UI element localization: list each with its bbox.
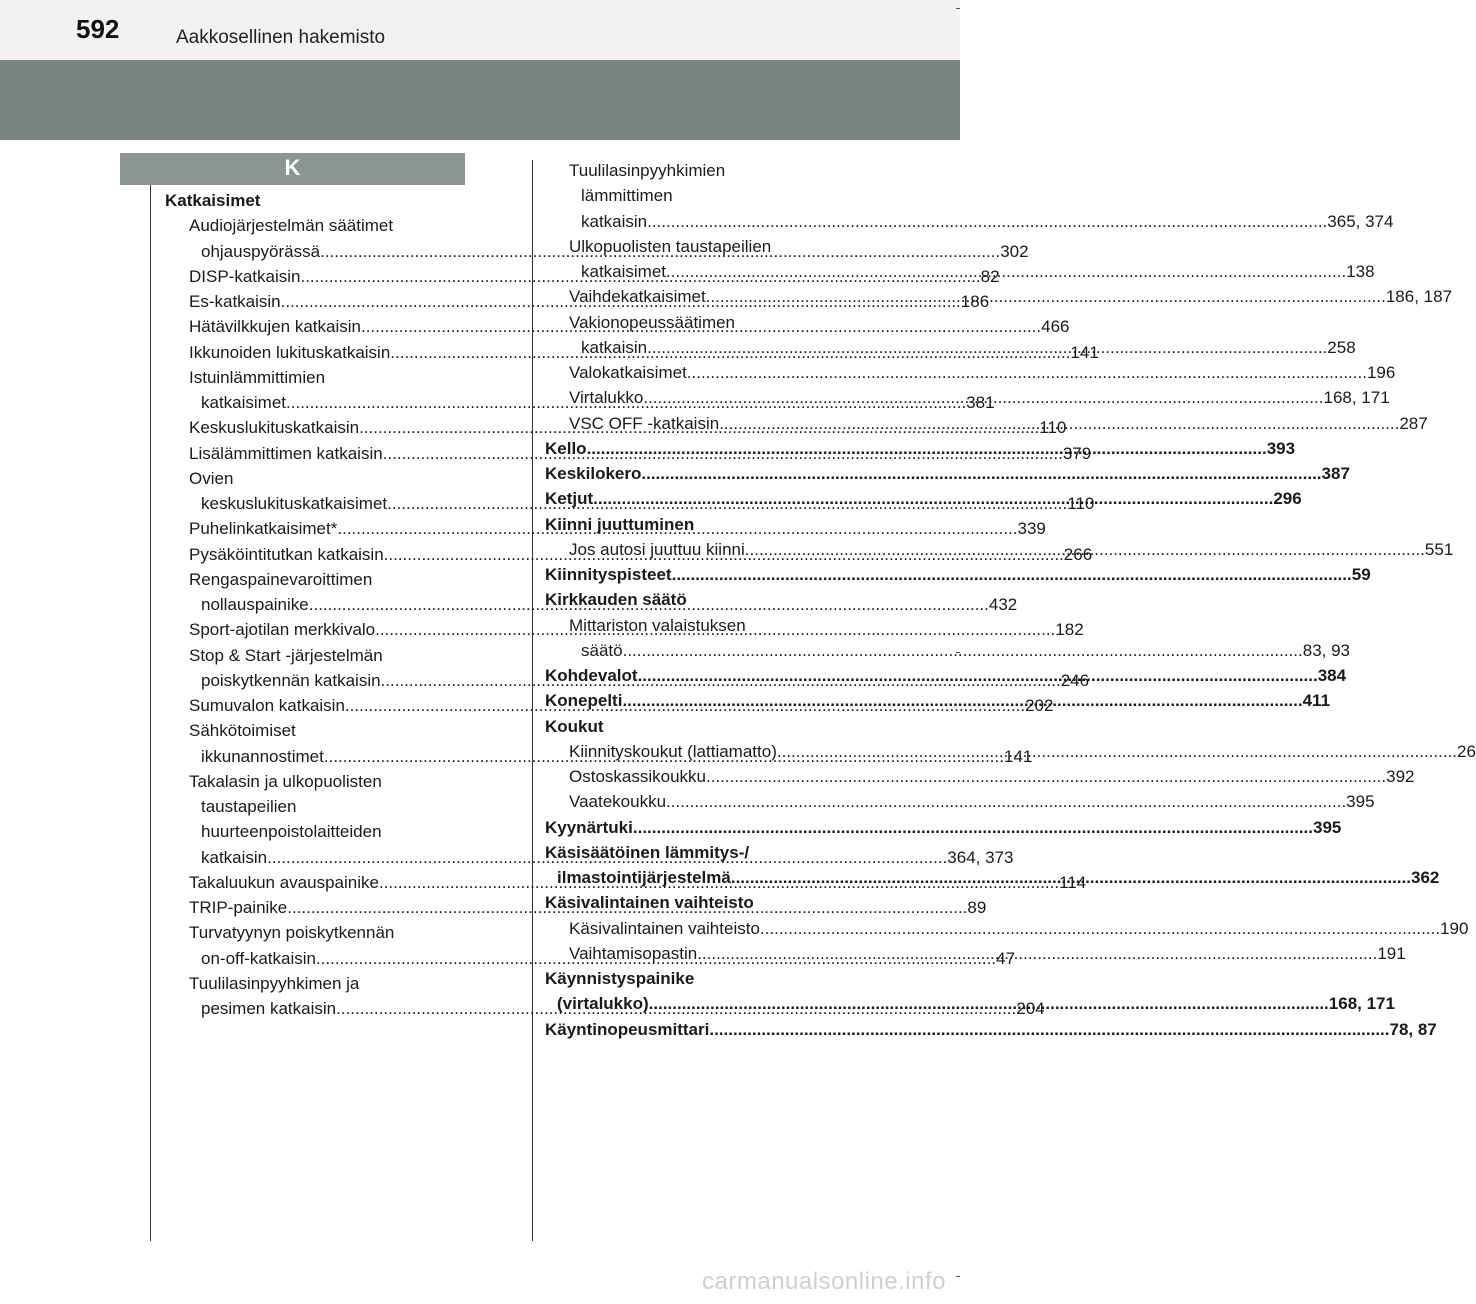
index-term: Mittariston valaistuksen	[569, 615, 746, 635]
index-entry-main	[545, 815, 1342, 840]
index-term: lämmittimen	[581, 186, 673, 206]
index-term: Turvatyynyn poiskytkennän	[189, 923, 395, 943]
dot-leader	[687, 360, 1367, 385]
index-entry-main	[545, 461, 1350, 486]
index-term: Ovien	[189, 468, 234, 488]
page-reference: 287	[1399, 413, 1428, 433]
page-reference: 466	[1041, 317, 1070, 337]
index-term: Puhelinkatkaisimet*	[189, 519, 338, 539]
index-term: Kyynärtuki	[545, 817, 633, 837]
index-term: Konepelti	[545, 691, 623, 711]
page-reference: 296	[1273, 489, 1302, 509]
index-term: Käynnistyspainike	[545, 969, 695, 988]
page-reference: 411	[1302, 691, 1331, 711]
index-term: Tuulilasinpyyhkimen ja	[189, 973, 360, 993]
page-reference: 202	[1025, 696, 1054, 715]
page-reference: 114	[1059, 872, 1087, 892]
index-term: Takaluukun avauspainike	[189, 872, 379, 892]
page-reference: 196	[1366, 363, 1396, 382]
index-term: DISP-katkaisin	[189, 266, 301, 286]
page-reference: 392	[1386, 767, 1415, 786]
dot-leader	[731, 865, 1411, 890]
index-term: Vakionopeussäätimen	[569, 312, 736, 332]
dot-leader	[666, 789, 1346, 814]
index-term: ohjauspyörässä	[201, 241, 321, 261]
index-term: Audiojärjestelmän säätimet	[189, 216, 394, 236]
index-term: Käsivalintainen vaihteisto	[569, 918, 760, 938]
dot-leader	[745, 537, 1425, 562]
margin-mark-top	[956, 8, 960, 9]
index-term: nollauspainike	[201, 595, 309, 614]
dot-leader	[709, 1017, 1389, 1042]
section-title: Aakkosellinen hakemisto	[176, 27, 386, 48]
index-entry-sub	[569, 613, 845, 638]
page-reference: 551	[1424, 539, 1454, 559]
dot-leader	[672, 562, 1352, 587]
page-reference: 432	[988, 595, 1018, 614]
dot-leader	[706, 284, 1386, 309]
page-reference: 302	[1000, 241, 1029, 261]
index-entry-sub	[581, 638, 1350, 663]
index-term: keskuslukituskatkaisimet	[201, 494, 388, 513]
index-entry-sub	[581, 209, 1394, 234]
page-reference: 110	[1067, 494, 1095, 513]
index-term: Koukut	[545, 716, 604, 736]
index-entry-sub	[189, 466, 463, 491]
index-term: Sport-ajotilan merkkivalo	[189, 620, 376, 640]
dot-leader	[623, 638, 1303, 663]
index-term: Kiinni juuttuminen	[545, 514, 695, 534]
page-reference: 246	[1060, 670, 1090, 690]
index-entry-main	[545, 512, 845, 537]
page-reference: 110	[1039, 418, 1067, 438]
index-term: Kello	[545, 438, 587, 458]
page-reference: 59	[1351, 565, 1371, 584]
index-term: katkaisimet	[201, 393, 287, 412]
dot-leader	[777, 739, 1457, 764]
index-term: Es-katkaisin	[189, 292, 281, 311]
index-term: Käyntinopeusmittari	[545, 1019, 710, 1039]
page-reference: 168, 171	[1323, 388, 1390, 408]
page-reference: 168, 171	[1328, 994, 1395, 1014]
index-term: Kiinnityspisteet	[545, 565, 672, 584]
index-term: Vaatekoukku	[569, 792, 667, 812]
index-term: Käsisäätöinen lämmitys-/	[545, 842, 750, 862]
index-term: Tuulilasinpyyhkimien	[569, 161, 726, 180]
index-term: Sumuvalon katkaisin	[189, 696, 345, 715]
page-reference: 182	[1055, 620, 1084, 640]
index-term: Kiinnityskoukut (lattiamatto)	[569, 741, 777, 761]
dot-leader	[622, 688, 1302, 713]
page-reference: 395	[1313, 817, 1342, 837]
page-reference: 395	[1346, 792, 1375, 812]
dot-leader	[593, 486, 1273, 511]
index-entry-main	[165, 188, 463, 213]
dot-leader	[697, 941, 1377, 966]
page-reference: 83, 93	[1302, 640, 1350, 660]
index-letter-heading: K	[120, 153, 465, 185]
index-entry-sub	[201, 794, 463, 819]
page-reference: 379	[1062, 443, 1092, 463]
index-entry-sub	[189, 340, 1099, 365]
index-entry-sub	[189, 567, 463, 592]
index-entry-sub	[189, 971, 463, 996]
dot-leader	[647, 209, 1327, 234]
index-term: ikkunannostimet	[201, 746, 324, 766]
page-reference: 186	[960, 292, 990, 311]
dot-leader	[643, 385, 1323, 410]
index-term: poiskytkennän katkaisin	[201, 670, 381, 690]
index-entry-sub	[189, 920, 463, 945]
index-entry-sub	[569, 360, 1396, 385]
index-term: Katkaisimet	[165, 191, 261, 210]
index-term: Virtalukko	[569, 388, 644, 408]
index-term: Lisälämmittimen katkaisin	[189, 443, 383, 463]
index-term: Valokatkaisimet	[569, 363, 687, 382]
index-entry-main	[545, 714, 845, 739]
index-term: Jos autosi juuttuu kiinni	[569, 539, 745, 559]
page-reference: 365, 374	[1327, 211, 1394, 231]
page-reference: 82	[980, 266, 1000, 286]
index-term: Pysäköintitutkan katkaisin	[189, 544, 384, 564]
index-term: Hätävilkkujen katkaisin	[189, 317, 361, 337]
index-entry-main	[545, 587, 845, 612]
index-entry-main	[545, 840, 845, 865]
left-column-rule	[150, 185, 151, 1241]
dot-leader	[706, 764, 1386, 789]
index-entry-sub	[581, 183, 845, 208]
index-term: Käsivalintainen vaihteisto	[545, 893, 754, 913]
margin-mark-bottom	[956, 1276, 960, 1277]
page-reference: 364, 373	[947, 847, 1014, 867]
index-entry-main	[545, 562, 1371, 587]
index-entry-sub	[189, 643, 463, 668]
index-term: katkaisin	[581, 337, 648, 357]
index-entry-sub	[569, 789, 1375, 814]
page-reference: 387	[1321, 464, 1350, 483]
page-reference: 47	[996, 948, 1016, 968]
index-term: Ulkopuolisten taustapeilien	[569, 236, 772, 256]
index-term: Ikkunoiden lukituskatkaisin	[189, 342, 391, 362]
index-term: säätö	[581, 640, 623, 660]
dot-leader	[638, 663, 1318, 688]
index-term: Ostoskassikoukku	[569, 767, 706, 786]
index-entry-sub	[569, 310, 845, 335]
page-reference: 190	[1440, 918, 1469, 938]
index-term: ilmastointijärjestelmä	[557, 868, 731, 887]
page-reference: 266	[1063, 544, 1093, 564]
index-term: TRIP-painike	[189, 898, 288, 917]
index-term: katkaisin	[201, 847, 268, 867]
index-term: Keskilokero	[545, 464, 642, 483]
index-entry-sub	[569, 916, 1469, 941]
index-term: (virtalukko)	[557, 994, 649, 1014]
watermark: carmanualsonline.info	[702, 1268, 946, 1295]
dot-leader	[647, 335, 1327, 360]
page-reference: 258	[1327, 337, 1356, 357]
index-term: Takalasin ja ulkopuolisten	[189, 771, 382, 791]
index-entry-sub	[569, 764, 1415, 789]
page-reference: 26	[1457, 741, 1476, 761]
dot-leader	[641, 461, 1321, 486]
index-term: VSC OFF -katkaisin	[569, 413, 720, 433]
index-term: Rengaspainevaroittimen	[189, 569, 373, 589]
index-entry-sub	[189, 718, 463, 743]
index-term: Kirkkauden säätö	[545, 590, 687, 610]
index-term: taustapeilien	[201, 797, 297, 816]
index-term: Kohdevalot	[545, 666, 638, 685]
index-entry-main	[545, 966, 845, 991]
dot-leader	[649, 991, 1329, 1016]
index-term: Istuinlämmittimien	[189, 367, 326, 387]
index-term: katkaisimet	[581, 262, 667, 281]
index-entry-sub	[189, 213, 463, 238]
index-term: Keskuslukituskatkaisin	[189, 418, 360, 438]
index-term: Sähkötoimiset	[189, 721, 296, 741]
page-reference: 204	[1016, 999, 1045, 1018]
page-reference: 89	[967, 898, 987, 917]
dot-leader	[666, 259, 1346, 284]
index-entry-sub	[201, 819, 463, 844]
page-reference: 186, 187	[1385, 287, 1453, 307]
index-term: Vaihtamisopastin	[569, 943, 698, 963]
index-entry-main	[545, 1017, 1437, 1042]
page-reference: 141	[1003, 746, 1033, 766]
page-reference: 78, 87	[1389, 1019, 1437, 1039]
index-term: Stop & Start -järjestelmän	[189, 645, 383, 665]
index-entry-sub	[189, 365, 463, 390]
dot-leader	[760, 916, 1440, 941]
index-term: pesimen katkaisin	[201, 999, 337, 1018]
page-reference: 339	[1017, 519, 1046, 539]
index-entry-sub	[569, 158, 845, 183]
page-reference: 138	[1346, 262, 1375, 281]
dot-leader	[719, 411, 1399, 436]
index-term: Vaihdekatkaisimet	[569, 287, 706, 307]
page-reference: 191	[1377, 943, 1406, 963]
page-reference: 393	[1266, 438, 1296, 458]
index-entry-main	[545, 890, 845, 915]
index-entry-sub	[189, 769, 463, 794]
page-reference: 384	[1317, 666, 1347, 685]
page-reference: 362	[1410, 868, 1440, 887]
index-term: katkaisin	[581, 211, 648, 231]
page-number: 592	[76, 14, 120, 44]
index-entry-sub	[569, 234, 845, 259]
page-reference: 381	[966, 393, 995, 412]
index-entry-sub	[569, 284, 1453, 309]
header-strip	[0, 0, 960, 60]
index-term: huurteenpoistolaitteiden	[201, 822, 382, 842]
index-term: on-off-katkaisin	[201, 948, 316, 968]
page-reference: 141	[1070, 342, 1099, 362]
dot-leader	[587, 436, 1267, 461]
header-band	[0, 60, 960, 140]
dot-leader	[633, 815, 1313, 840]
index-term: Ketjut	[545, 489, 594, 509]
